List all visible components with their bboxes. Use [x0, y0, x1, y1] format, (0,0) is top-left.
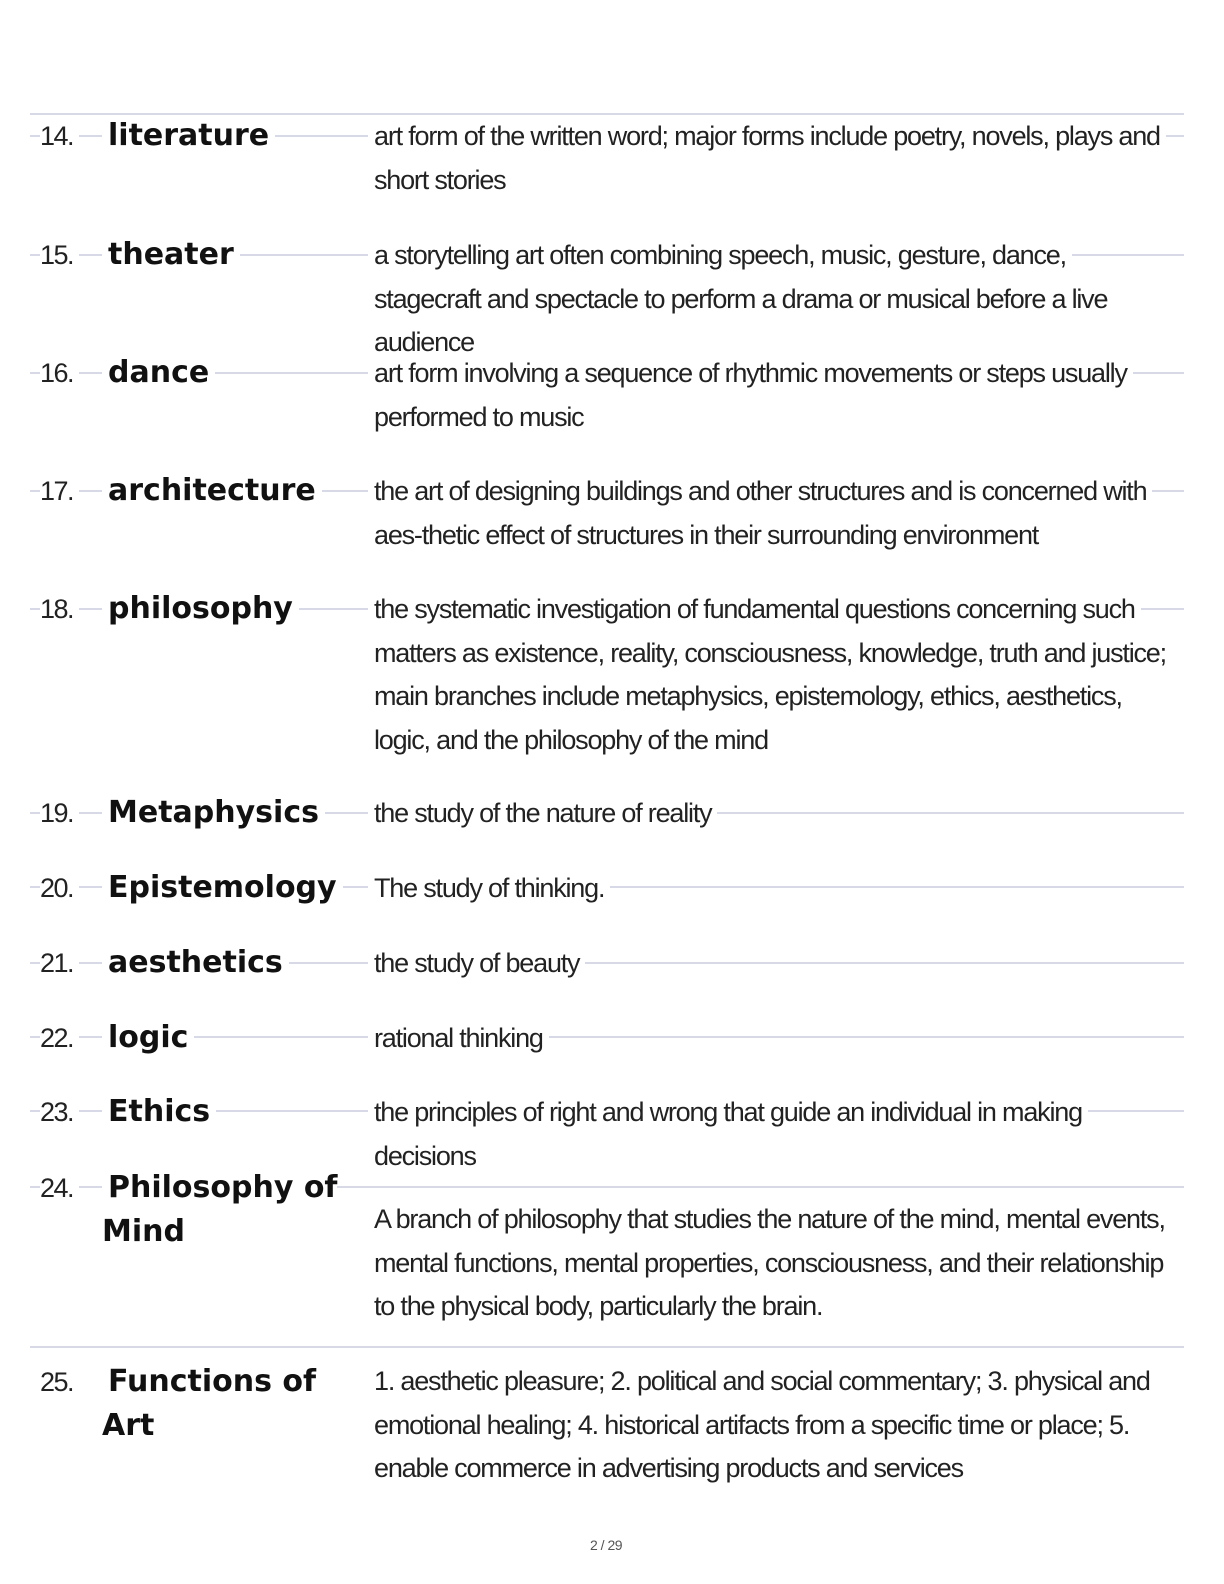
entry-term: [102, 1016, 360, 1060]
entry-number: 19.: [40, 798, 79, 828]
definition-text: 1. aesthetic pleasure; 2. political and social commentary; 3. physical and emotional healing; 4. historical artifacts from a specific time or place; 5. enable commerce in advertising products and services: [368, 1366, 1156, 1483]
term-text: Ethics: [102, 1094, 216, 1129]
entry-number: 14.: [40, 121, 79, 151]
entry-definition: [368, 942, 1173, 986]
entry-number: 23.: [40, 1097, 79, 1127]
entry-number: 22.: [40, 1023, 79, 1053]
definition-text: the study of the nature of reality: [368, 798, 717, 828]
entry-definition: [368, 1091, 1173, 1178]
entry-number: 20.: [40, 873, 79, 903]
definition-text: the study of beauty: [368, 948, 585, 978]
section-divider: [30, 1346, 1184, 1348]
term-text: aesthetics: [102, 945, 289, 980]
definition-text: art form of the written word; major forms include poetry, novels, plays and short stories: [368, 121, 1166, 195]
entry-definition: [368, 588, 1173, 762]
definition-text: rational thinking: [368, 1023, 549, 1053]
definition-text: The study of thinking.: [368, 873, 610, 903]
term-text: architecture: [102, 473, 322, 508]
entry-definition: [368, 115, 1173, 202]
page-indicator: 2 / 29: [589, 1537, 623, 1553]
entry-definition: [368, 1198, 1173, 1329]
definition-text: the systematic investigation of fundamental questions concerning such matters as existence, reality, consciousness, knowledge, truth and justice; main branches include metaphysics, epistemology, ethics, aesthetics, logic, and the philosophy of the mind: [368, 594, 1172, 755]
entry-term: [102, 1360, 360, 1448]
entry-definition: [368, 352, 1173, 439]
definition-text: a storytelling art often combining speech, music, gesture, dance, stagecraft and spectacle to perform a drama or musical before a live audience: [368, 240, 1113, 357]
definition-text: A branch of philosophy that studies the nature of the mind, mental events, mental functions, mental properties, consciousness, and their relationship to the physical body, particularly the brain.: [368, 1204, 1171, 1321]
term-text: literature: [102, 118, 275, 153]
term-text: Philosophy of Mind: [102, 1170, 338, 1249]
entry-term: [102, 866, 360, 910]
term-text: Epistemology: [102, 870, 343, 905]
term-text: logic: [102, 1020, 194, 1055]
definition-text: the principles of right and wrong that guide an individual in making decisions: [368, 1097, 1088, 1171]
definition-text: the art of designing buildings and other structures and is concerned with aes-thetic effect of structures in their surrounding environment: [368, 476, 1152, 550]
entry-number: 21.: [40, 948, 79, 978]
term-text: Metaphysics: [102, 795, 325, 830]
term-text: dance: [102, 355, 215, 390]
entry-definition: [368, 792, 1173, 836]
entry-term: [102, 114, 360, 158]
definition-text: art form involving a sequence of rhythmic movements or steps usually performed to music: [368, 358, 1133, 432]
entry-term: [102, 469, 360, 513]
entry-definition: [368, 1360, 1173, 1491]
entry-definition: [368, 470, 1173, 557]
entry-term: [102, 941, 360, 985]
entry-definition: [368, 867, 1173, 911]
entry-number: 17.: [40, 476, 79, 506]
entry-term: [102, 1166, 360, 1254]
entry-definition: [368, 234, 1173, 365]
entry-number: 15.: [40, 240, 79, 270]
entry-number: 25.: [40, 1367, 79, 1397]
entry-number: 16.: [40, 358, 79, 388]
term-text: theater: [102, 237, 240, 272]
term-text: philosophy: [102, 591, 299, 626]
entry-term: [102, 351, 360, 395]
entry-term: [102, 233, 360, 277]
entry-number: 18.: [40, 594, 79, 624]
entry-definition: [368, 1017, 1173, 1061]
entry-term: [102, 1090, 360, 1134]
entry-term: [102, 587, 360, 631]
term-text: Functions of Art: [102, 1364, 317, 1443]
entry-term: [102, 791, 360, 835]
entry-number: 24.: [40, 1173, 79, 1203]
